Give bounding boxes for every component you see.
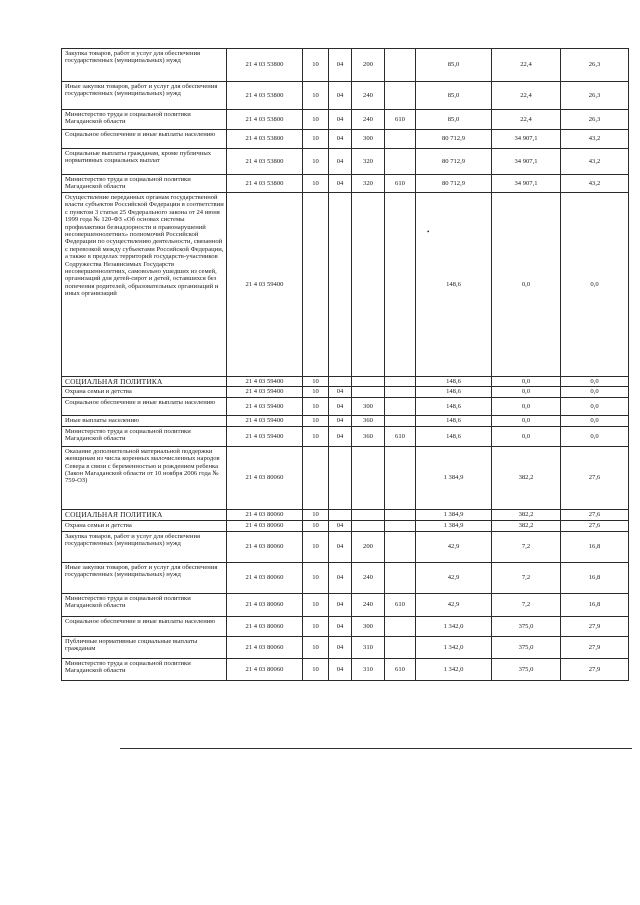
table-row <box>62 658 629 680</box>
actual-amount-cell: 375,0 <box>492 658 561 680</box>
row-name-cell: Иные выплаты населению <box>62 415 227 426</box>
expense-type-cell: 300 <box>352 616 385 636</box>
table-body <box>62 49 629 681</box>
execution-percent-cell: 27,6 <box>561 446 629 509</box>
execution-percent-cell: 43,2 <box>561 130 629 149</box>
plan-amount-cell: 148,6 <box>416 397 492 415</box>
expense-type-cell: 240 <box>352 593 385 616</box>
execution-percent-cell: 16,8 <box>561 593 629 616</box>
target-code-cell: 21 4 03 53800 <box>227 82 303 110</box>
target-code-cell: 21 4 03 53800 <box>227 110 303 130</box>
section-cell: 10 <box>303 562 329 593</box>
actual-amount-cell: 382,2 <box>492 446 561 509</box>
plan-amount-cell: 148,6 <box>416 193 492 377</box>
actual-amount-cell: 22,4 <box>492 110 561 130</box>
expense-type-cell <box>352 509 385 520</box>
table-row <box>62 130 629 149</box>
ministry-code-cell: 610 <box>385 110 416 130</box>
section-cell: 10 <box>303 387 329 397</box>
plan-amount-cell: 42,9 <box>416 531 492 562</box>
actual-amount-cell: 382,2 <box>492 520 561 531</box>
plan-amount-cell: 1 342,0 <box>416 636 492 658</box>
section-cell <box>303 446 329 509</box>
expense-type-cell: 240 <box>352 562 385 593</box>
expense-type-cell: 320 <box>352 149 385 175</box>
section-cell: 10 <box>303 49 329 82</box>
subsection-cell: 04 <box>329 149 352 175</box>
ministry-code-cell <box>385 520 416 531</box>
actual-amount-cell: 7,2 <box>492 562 561 593</box>
expense-type-cell: 320 <box>352 175 385 193</box>
budget-execution-table <box>61 48 629 681</box>
target-code-cell: 21 4 03 80060 <box>227 562 303 593</box>
target-code-cell: 21 4 03 53800 <box>227 175 303 193</box>
row-name-cell: Закупка товаров, работ и услуг для обеспечения государственных (муниципальных) нужд <box>62 49 227 82</box>
section-cell: 10 <box>303 175 329 193</box>
ministry-code-cell <box>385 377 416 387</box>
execution-percent-cell: 0,0 <box>561 387 629 397</box>
ministry-code-cell <box>385 130 416 149</box>
subsection-cell <box>329 509 352 520</box>
subsection-cell: 04 <box>329 531 352 562</box>
actual-amount-cell: 0,0 <box>492 193 561 377</box>
subsection-cell: 04 <box>329 415 352 426</box>
table-row <box>62 377 629 387</box>
actual-amount-cell: 22,4 <box>492 49 561 82</box>
expense-type-cell <box>352 193 385 377</box>
row-name-cell: Министерство труда и социальной политики Магаданской области <box>62 426 227 446</box>
scan-speck-icon: • <box>427 228 430 236</box>
subsection-cell: 04 <box>329 636 352 658</box>
table-row <box>62 562 629 593</box>
actual-amount-cell: 34 907,1 <box>492 149 561 175</box>
plan-amount-cell: 80 712,9 <box>416 149 492 175</box>
table-row <box>62 426 629 446</box>
target-code-cell: 21 4 03 59400 <box>227 426 303 446</box>
section-cell: 10 <box>303 149 329 175</box>
execution-percent-cell: 43,2 <box>561 175 629 193</box>
actual-amount-cell: 22,4 <box>492 82 561 110</box>
execution-percent-cell: 43,2 <box>561 149 629 175</box>
execution-percent-cell: 0,0 <box>561 415 629 426</box>
row-name-cell: Закупка товаров, работ и услуг для обеспечения государственных (муниципальных) нужд <box>62 531 227 562</box>
execution-percent-cell: 27,9 <box>561 658 629 680</box>
plan-amount-cell: 1 342,0 <box>416 658 492 680</box>
ministry-code-cell <box>385 149 416 175</box>
actual-amount-cell: 375,0 <box>492 636 561 658</box>
target-code-cell: 21 4 03 80060 <box>227 509 303 520</box>
execution-percent-cell: 0,0 <box>561 397 629 415</box>
execution-percent-cell: 27,6 <box>561 509 629 520</box>
plan-amount-cell: 42,9 <box>416 562 492 593</box>
table-row <box>62 82 629 110</box>
row-name-cell: Охрана семьи и детства <box>62 387 227 397</box>
table-row <box>62 193 629 377</box>
plan-amount-cell: 1 342,0 <box>416 616 492 636</box>
row-name-cell: Публичные нормативные социальные выплаты гражданам <box>62 636 227 658</box>
target-code-cell: 21 4 03 80060 <box>227 636 303 658</box>
ministry-code-cell <box>385 531 416 562</box>
target-code-cell: 21 4 03 59400 <box>227 193 303 377</box>
ministry-code-cell <box>385 82 416 110</box>
row-name-cell: Министерство труда и социальной политики Магаданской области <box>62 658 227 680</box>
execution-percent-cell: 27,6 <box>561 520 629 531</box>
subsection-cell: 04 <box>329 520 352 531</box>
expense-type-cell: 200 <box>352 49 385 82</box>
plan-amount-cell: 80 712,9 <box>416 130 492 149</box>
page-bottom-rule <box>120 748 632 749</box>
expense-type-cell <box>352 377 385 387</box>
plan-amount-cell: 148,6 <box>416 426 492 446</box>
row-name-cell: Иные закупки товаров, работ и услуг для обеспечения государственных (муниципальных) нужд <box>62 562 227 593</box>
row-name-cell: Осуществление переданных органам государственной власти субъектов Российской Федерации в соответствии с пунктом 3 статьи 25 Федерального закона от 24 июня 1999 года № 120-ФЗ «Об основах системы профилактики безнадзорности и правонарушений несовершеннолетних» полномочий Российской Федерации по осуществлению деятельности, связанной с перевозкой между субъектами Российской Федерации, а также в пределах территорий государств-участников Содружества Независимых Государств несовершеннолетних, самовольно ушедших из семей, организаций для детей-сирот и детей, оставшихся без попечения родителей, образовательных организаций и иных организаций <box>62 193 227 377</box>
subsection-cell: 04 <box>329 82 352 110</box>
actual-amount-cell: 7,2 <box>492 593 561 616</box>
plan-amount-cell: 85,0 <box>416 49 492 82</box>
expense-type-cell: 240 <box>352 82 385 110</box>
target-code-cell: 21 4 03 53800 <box>227 130 303 149</box>
row-name-cell: Министерство труда и социальной политики Магаданской области <box>62 110 227 130</box>
ministry-code-cell <box>385 509 416 520</box>
section-cell: 10 <box>303 509 329 520</box>
execution-percent-cell: 0,0 <box>561 426 629 446</box>
subsection-cell <box>329 193 352 377</box>
plan-amount-cell: 148,6 <box>416 377 492 387</box>
target-code-cell: 21 4 03 80060 <box>227 446 303 509</box>
table-row <box>62 509 629 520</box>
ministry-code-cell: 610 <box>385 175 416 193</box>
subsection-cell: 04 <box>329 130 352 149</box>
expense-type-cell: 300 <box>352 397 385 415</box>
table-row <box>62 49 629 82</box>
ministry-code-cell: 610 <box>385 426 416 446</box>
row-name-cell: Иные закупки товаров, работ и услуг для обеспечения государственных (муниципальных) нужд <box>62 82 227 110</box>
ministry-code-cell <box>385 49 416 82</box>
target-code-cell: 21 4 03 80060 <box>227 658 303 680</box>
actual-amount-cell: 0,0 <box>492 426 561 446</box>
execution-percent-cell: 0,0 <box>561 377 629 387</box>
subsection-cell: 04 <box>329 175 352 193</box>
section-cell <box>303 193 329 377</box>
table-row <box>62 175 629 193</box>
target-code-cell: 21 4 03 80060 <box>227 616 303 636</box>
section-cell: 10 <box>303 82 329 110</box>
section-cell: 10 <box>303 658 329 680</box>
target-code-cell: 21 4 03 53800 <box>227 149 303 175</box>
plan-amount-cell: 85,0 <box>416 82 492 110</box>
subsection-cell: 04 <box>329 387 352 397</box>
expense-type-cell <box>352 446 385 509</box>
subsection-cell: 04 <box>329 562 352 593</box>
execution-percent-cell: 0,0 <box>561 193 629 377</box>
plan-amount-cell: 1 384,9 <box>416 520 492 531</box>
table-row <box>62 520 629 531</box>
target-code-cell: 21 4 03 80060 <box>227 593 303 616</box>
section-cell: 10 <box>303 377 329 387</box>
target-code-cell: 21 4 03 59400 <box>227 377 303 387</box>
subsection-cell: 04 <box>329 397 352 415</box>
actual-amount-cell: 375,0 <box>492 616 561 636</box>
plan-amount-cell: 85,0 <box>416 110 492 130</box>
execution-percent-cell: 26,3 <box>561 49 629 82</box>
section-cell: 10 <box>303 520 329 531</box>
expense-type-cell: 310 <box>352 636 385 658</box>
subsection-cell: 04 <box>329 426 352 446</box>
target-code-cell: 21 4 03 53800 <box>227 49 303 82</box>
expense-type-cell: 360 <box>352 415 385 426</box>
row-name-cell: СОЦИАЛЬНАЯ ПОЛИТИКА <box>62 377 227 387</box>
row-name-cell: Охрана семьи и детства <box>62 520 227 531</box>
section-cell: 10 <box>303 636 329 658</box>
ministry-code-cell <box>385 397 416 415</box>
subsection-cell: 04 <box>329 616 352 636</box>
execution-percent-cell: 27,9 <box>561 636 629 658</box>
target-code-cell: 21 4 03 80060 <box>227 520 303 531</box>
table-row <box>62 110 629 130</box>
ministry-code-cell: 610 <box>385 658 416 680</box>
row-name-cell: Министерство труда и социальной политики Магаданской области <box>62 175 227 193</box>
ministry-code-cell <box>385 616 416 636</box>
plan-amount-cell: 148,6 <box>416 415 492 426</box>
ministry-code-cell <box>385 193 416 377</box>
table-row <box>62 149 629 175</box>
target-code-cell: 21 4 03 59400 <box>227 387 303 397</box>
section-cell: 10 <box>303 426 329 446</box>
subsection-cell: 04 <box>329 49 352 82</box>
table-row <box>62 415 629 426</box>
actual-amount-cell: 0,0 <box>492 415 561 426</box>
target-code-cell: 21 4 03 59400 <box>227 415 303 426</box>
row-name-cell: Социальные выплаты гражданам, кроме публичных нормативных социальных выплат <box>62 149 227 175</box>
subsection-cell: 04 <box>329 110 352 130</box>
target-code-cell: 21 4 03 59400 <box>227 397 303 415</box>
row-name-cell: Социальное обеспечение и иные выплаты населению <box>62 397 227 415</box>
plan-amount-cell: 80 712,9 <box>416 175 492 193</box>
plan-amount-cell: 1 384,9 <box>416 446 492 509</box>
row-name-cell: Оказание дополнительной материальной поддержки женщинам из числа коренных малочисленных народов Севера в связи с беременностью и рождением ребенка (Закон Магаданской области от 10 ноября 2006 года № 759-ОЗ) <box>62 446 227 509</box>
row-name-cell: Министерство труда и социальной политики Магаданской области <box>62 593 227 616</box>
expense-type-cell: 240 <box>352 110 385 130</box>
target-code-cell: 21 4 03 80060 <box>227 531 303 562</box>
subsection-cell: 04 <box>329 658 352 680</box>
expense-type-cell: 200 <box>352 531 385 562</box>
actual-amount-cell: 0,0 <box>492 377 561 387</box>
row-name-cell: СОЦИАЛЬНАЯ ПОЛИТИКА <box>62 509 227 520</box>
row-name-cell: Социальное обеспечение и иные выплаты населению <box>62 130 227 149</box>
plan-amount-cell: 42,9 <box>416 593 492 616</box>
table-row <box>62 397 629 415</box>
plan-amount-cell: 1 384,9 <box>416 509 492 520</box>
section-cell: 10 <box>303 110 329 130</box>
execution-percent-cell: 26,3 <box>561 82 629 110</box>
section-cell: 10 <box>303 593 329 616</box>
table-row <box>62 616 629 636</box>
expense-type-cell: 300 <box>352 130 385 149</box>
expense-type-cell: 360 <box>352 426 385 446</box>
ministry-code-cell <box>385 415 416 426</box>
actual-amount-cell: 0,0 <box>492 387 561 397</box>
execution-percent-cell: 26,3 <box>561 110 629 130</box>
table-row <box>62 593 629 616</box>
subsection-cell: 04 <box>329 593 352 616</box>
table-row <box>62 531 629 562</box>
ministry-code-cell <box>385 562 416 593</box>
actual-amount-cell: 382,2 <box>492 509 561 520</box>
actual-amount-cell: 34 907,1 <box>492 130 561 149</box>
section-cell: 10 <box>303 616 329 636</box>
execution-percent-cell: 16,8 <box>561 531 629 562</box>
section-cell: 10 <box>303 397 329 415</box>
section-cell: 10 <box>303 130 329 149</box>
actual-amount-cell: 7,2 <box>492 531 561 562</box>
ministry-code-cell <box>385 387 416 397</box>
subsection-cell <box>329 377 352 387</box>
ministry-code-cell: 610 <box>385 593 416 616</box>
row-name-cell: Социальное обеспечение и иные выплаты населению <box>62 616 227 636</box>
subsection-cell <box>329 446 352 509</box>
section-cell: 10 <box>303 531 329 562</box>
table-row <box>62 387 629 397</box>
table-row <box>62 446 629 509</box>
expense-type-cell: 310 <box>352 658 385 680</box>
actual-amount-cell: 34 907,1 <box>492 175 561 193</box>
plan-amount-cell: 148,6 <box>416 387 492 397</box>
expense-type-cell <box>352 520 385 531</box>
section-cell: 10 <box>303 415 329 426</box>
execution-percent-cell: 16,8 <box>561 562 629 593</box>
ministry-code-cell <box>385 636 416 658</box>
actual-amount-cell: 0,0 <box>492 397 561 415</box>
ministry-code-cell <box>385 446 416 509</box>
expense-type-cell <box>352 387 385 397</box>
table-row <box>62 636 629 658</box>
execution-percent-cell: 27,9 <box>561 616 629 636</box>
